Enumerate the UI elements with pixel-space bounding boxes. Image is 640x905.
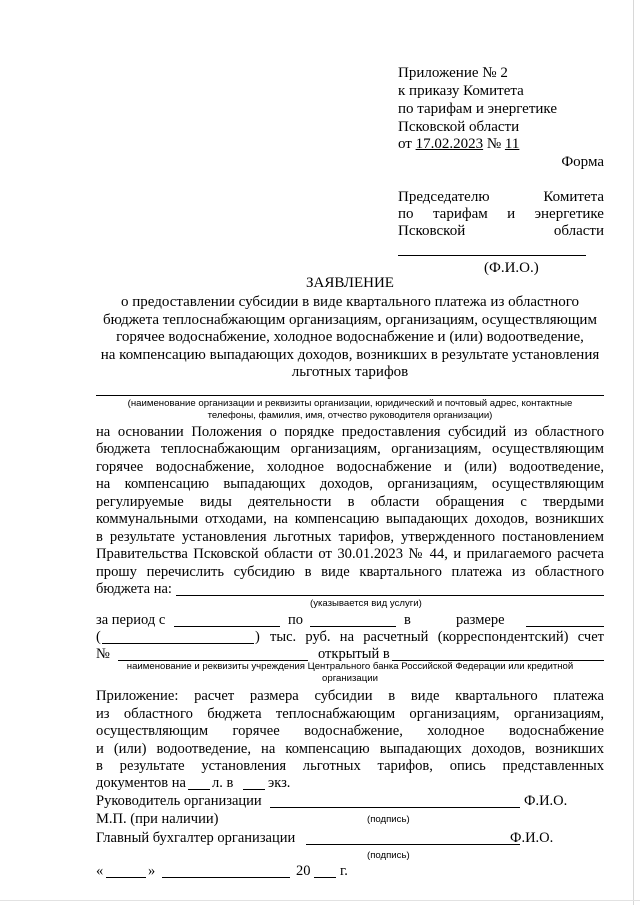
body-line: на основании Положения о порядке предоставления субсидий из областного	[96, 424, 604, 440]
addressee-line-1-right: Комитета	[543, 189, 604, 205]
attachment-line: Приложение: расчет размера субсидии в виде квартального платежа	[96, 688, 604, 704]
org-info-line	[96, 395, 604, 396]
appendix-line-2: к приказу Комитета	[398, 83, 524, 99]
attachment-last-start: документов на	[96, 775, 186, 791]
addressee-line-3-right: области	[553, 223, 604, 239]
bank-caption-line-1: наименование и реквизиты учреждения Центрального банка Российской Федерации или кредитной	[126, 661, 574, 672]
addressee-word: энергетике	[534, 206, 604, 222]
addressee-word: тарифам	[432, 206, 488, 222]
account-text: тыс. руб. на расчетный (корреспондентский) счет	[270, 629, 604, 645]
date-year-suffix: г.	[340, 863, 348, 879]
date-open-quote: «	[96, 863, 104, 879]
period-in-label: в	[404, 612, 411, 628]
account-number-sign: №	[96, 646, 110, 662]
addressee-line-2	[398, 205, 604, 223]
org-caption-line-2: телефоны, фамилия, имя, отчество руководителя организации)	[207, 410, 493, 421]
appendix-line-4: Псковской области	[398, 119, 520, 135]
amount-words-field	[102, 643, 254, 644]
copies-suffix: экз.	[268, 775, 291, 791]
body-line: бюджета теплоснабжающим организациям, организациям, осуществляющим	[96, 441, 604, 457]
copies-count-field	[243, 789, 265, 790]
amount-field	[526, 626, 604, 627]
addressee-line-3	[398, 222, 604, 240]
date-year-field	[314, 877, 336, 878]
addressee-line-1	[398, 188, 604, 206]
document-heading: ЗАЯВЛЕНИЕ	[306, 275, 394, 291]
period-to-label: по	[288, 612, 304, 628]
attachment-line: в результате установления льготных тарифов, опись представленных	[96, 758, 604, 774]
title-line: на компенсацию выпадающих доходов, возникших в результате установления	[100, 347, 600, 363]
body-line: горячее водоснабжение, холодное водоснабжение и (или) водоотведение,	[96, 459, 604, 475]
date-year-prefix: 20	[296, 863, 311, 879]
period-amount-label: размере	[456, 612, 505, 628]
addressee-line-1-left: Председателю	[398, 189, 490, 205]
head-label: Руководитель организации	[96, 793, 262, 809]
addressee-name-line	[398, 255, 586, 256]
appendix-line-3: по тарифам и энергетике	[398, 101, 557, 117]
addressee-line-3-left: Псковской	[398, 223, 466, 239]
service-line	[176, 595, 604, 596]
service-caption: (указывается вид услуги)	[310, 598, 422, 609]
head-signature-caption: (подпись)	[367, 814, 410, 825]
appendix-date-line	[398, 135, 519, 153]
addressee-fio-caption: (Ф.И.О.)	[484, 260, 539, 276]
period-from-field	[174, 626, 280, 627]
accountant-signature-caption: (подпись)	[367, 850, 410, 861]
page-edge-bottom	[0, 900, 640, 901]
date-day-field	[106, 877, 146, 878]
stamp-label: М.П. (при наличии)	[96, 811, 219, 827]
period-to-field	[310, 626, 396, 627]
body-line: регулируемые виды деятельности в области обращения с твердыми	[96, 494, 604, 510]
body-line: прошу перечислить субсидию в виде квартального платежа из областного	[96, 564, 604, 580]
page-edge-right	[633, 0, 634, 905]
appendix-number-prefix: №	[486, 136, 502, 152]
appendix-number: 11	[504, 136, 520, 152]
attachment-line: осуществляющим горячее водоснабжение, холодное водоснабжение	[96, 723, 604, 739]
body-line: коммунальными отходами, на компенсацию выпадающих доходов, возникших	[96, 511, 604, 527]
head-fio: Ф.И.О.	[524, 793, 568, 809]
accountant-label: Главный бухгалтер организации	[96, 830, 296, 846]
amount-paren-open: (	[96, 629, 101, 645]
accountant-fio: Ф.И.О.	[510, 830, 554, 846]
attachment-line: из областного бюджета теплоснабжающим организациям, организациям,	[96, 706, 604, 722]
bank-caption-line-2: организации	[322, 673, 378, 684]
date-month-field	[162, 877, 290, 878]
sheets-count-field	[188, 789, 210, 790]
appendix-date: 17.02.2023	[415, 136, 484, 152]
title-line: о предоставлении субсидии в виде квартального платежа из областного	[120, 294, 580, 310]
head-signature-line	[270, 807, 520, 808]
budget-label: бюджета на:	[96, 581, 172, 597]
amount-paren-close: )	[255, 629, 260, 645]
appendix-line-1: Приложение № 2	[398, 65, 508, 81]
period-from-label: за период с	[96, 612, 166, 628]
body-line: в результате установления льготных тарифов, утвержденного постановлением	[96, 529, 604, 545]
form-label: Форма	[561, 154, 604, 170]
attachment-line: и (или) водоотведение, на компенсацию выпадающих доходов, возникших	[96, 741, 604, 757]
org-caption-line-1: (наименование организации и реквизиты организации, юридический и почтовый адрес, контактные	[127, 398, 573, 409]
title-line: горячее водоснабжение, холодное водоснабжение и (или) водоотведение,	[116, 329, 584, 345]
opened-in-label: открытый в	[318, 646, 390, 662]
title-line: бюджета теплоснабжающим организациям, организациям, осуществляющим	[103, 312, 597, 328]
body-line: на компенсацию выпадающих доходов, организациям, осуществляющим	[96, 476, 604, 492]
body-line: Правительства Псковской области от 30.01.2023 № 44, и прилагаемого расчета	[96, 546, 604, 562]
addressee-word: и	[507, 206, 516, 222]
appendix-date-prefix: от	[398, 136, 412, 152]
date-close-quote: »	[148, 863, 156, 879]
accountant-signature-line	[306, 844, 520, 845]
title-line: льготных тарифов	[291, 364, 409, 380]
sheets-suffix: л. в	[212, 775, 234, 791]
addressee-word: по	[398, 206, 414, 222]
